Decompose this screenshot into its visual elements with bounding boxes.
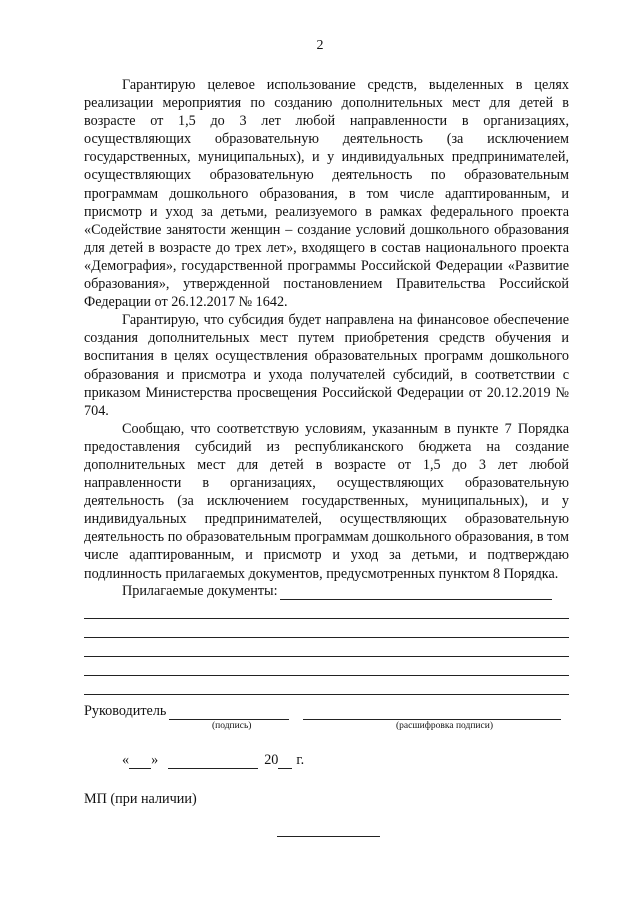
signature-block (84, 700, 569, 734)
attachments-blank-line (84, 657, 569, 676)
paragraph-compliance: Сообщаю, что соответствую условиям, указанным в пункте 7 Порядка предоставления субсидий из республиканского бюджета на создание дополнительных мест для детей в возрасте от 1,5 до 3 лет любой направленности в организациях, осуществляющих образовательную деятельность (за исключением государственных, муниципальных), и у индивидуальных предпринимателей, осуществляющих образовательную деятельность по образовательным программам дошкольного образования, в том числе адаптированным, и присмотр и уход за детьми, и подтверждаю подлинность прилагаемых документов, предусмотренных пунктом 8 Порядка. (84, 420, 569, 582)
attachments-blank-line (84, 600, 569, 619)
stamp-label: МП (при наличии) (84, 791, 197, 807)
date-year-blank (278, 754, 292, 769)
date-year-prefix: 20 (264, 752, 279, 768)
signature-decoding-line (303, 705, 561, 720)
paragraph-guarantee-subsidy: Гарантирую, что субсидия будет направлена на финансовое обеспечение создания дополнительных мест путем приобретения средств обучения и воспитания в целях осуществления образовательных программ дошкольного образования и присмотра и ухода получателей субсидий, в соответствии с приказом Министерства просвещения Российской Федерации от 20.12.2019 № 704. (84, 312, 569, 419)
date-close-quote: » (151, 752, 159, 768)
attachments-blank-line (84, 619, 569, 638)
signature-line (169, 705, 289, 720)
date-open-quote: « (122, 752, 130, 768)
attachments-label: Прилагаемые документы: (122, 583, 278, 599)
attachments-blank-line (84, 676, 569, 695)
paragraph-guarantee-purpose: Гарантирую целевое использование средств, выделенных в целях реализации мероприятия по созданию дополнительных мест для детей в возрасте от 1,5 до 3 лет любой направленности в организациях, осуществляющих образовательную деятельность (за исключением государственных, муниципальных), и у индивидуальных предпринимателей, осуществляющих образовательную деятельность по образовательным программам дошкольного образования, в том числе адаптированным, и присмотр и уход за детьми, реализуемого в рамках федерального проекта «Содействие занятости женщин – создание условий дошкольного образования для детей в возрасте до трех лет», входящего в состав национального проекта «Демография», государственной программы Российской Федерации «Развитие образования», утвержденной постановлением Правительства Российской Федерации от 26.12.2017 № 1642. (84, 77, 569, 311)
date-year-suffix: г. (296, 752, 305, 768)
attachments-blank-line (84, 638, 569, 657)
end-divider (277, 836, 380, 837)
role-label: Руководитель (84, 703, 167, 719)
date-month-blank (168, 754, 258, 769)
decoding-caption: (расшифровка подписи) (396, 721, 493, 731)
date-day-blank (129, 754, 151, 769)
date-line (122, 752, 304, 769)
attachments-section (84, 580, 569, 695)
signature-caption: (подпись) (212, 721, 252, 731)
page-number: 2 (316, 38, 324, 53)
attachments-input-line (280, 584, 552, 600)
document-body (84, 76, 569, 583)
